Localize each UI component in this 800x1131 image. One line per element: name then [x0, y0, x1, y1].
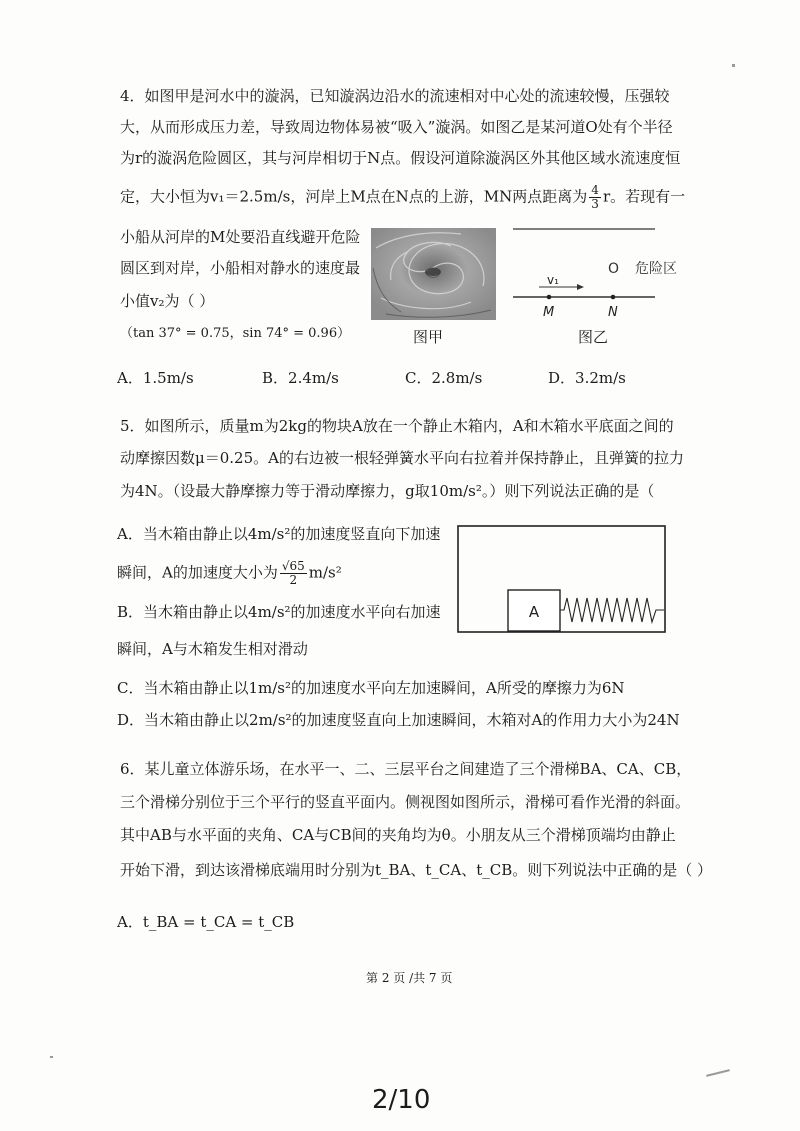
danger-zone-label: 危险区	[635, 261, 677, 277]
block-a-label: A	[528, 603, 540, 621]
q4-line-6: 圆区到对岸，小船相对静水的速度最	[120, 259, 361, 277]
scan-speck	[50, 1056, 53, 1058]
v1-label: v₁	[547, 273, 559, 287]
q4-option-b[interactable]: B．2.4m/s	[262, 369, 339, 387]
q5-option-a-line-2[interactable]	[117, 560, 342, 587]
box-spring-diagram	[456, 524, 670, 636]
q5-option-c[interactable]: C．当木箱由静止以1m/s²的加速度水平向左加速瞬间，A所受的摩擦力为6N	[117, 679, 625, 697]
m-label: M	[543, 305, 555, 320]
river-diagram	[505, 224, 695, 324]
q6-option-a[interactable]: A．t_BA = t_CA = t_CB	[117, 913, 295, 931]
scan-speck	[732, 64, 735, 67]
q4-line-7: 小值v₂为（ ）	[120, 292, 215, 310]
page-number: 第 2 页 /共 7 页	[366, 971, 453, 985]
q5-option-a-line-1[interactable]: A．当木箱由静止以4m/s²的加速度竖直向下加速	[117, 525, 441, 543]
q5-option-b-line-2[interactable]: 瞬间，A与木箱发生相对滑动	[117, 640, 308, 658]
figure-a-caption: 图甲	[413, 328, 444, 346]
q4-fraction	[589, 184, 601, 211]
q5-line-3: 为4N。（设最大静摩擦力等于滑动摩擦力，g取10m/s²。）则下列说法正确的是（	[120, 482, 655, 500]
q4-option-a[interactable]: A．1.5m/s	[117, 369, 194, 387]
q5-option-a-text: 瞬间，A的加速度大小为	[117, 563, 278, 582]
q4-option-d[interactable]: D．3.2m/s	[548, 369, 626, 387]
q5-line-1: 5．如图所示，质量m为2kg的物块A放在一个静止木箱内，A和木箱水平底面之间的	[120, 417, 674, 435]
q5-line-2: 动摩擦因数μ＝0.25。A的右边被一根轻弹簧水平向右拉着并保持静止，且弹簧的拉力	[120, 449, 684, 467]
wooden-box	[458, 526, 665, 632]
q4-line-4-tail: r。若现有一	[602, 187, 686, 206]
q4-line-3: 为r的漩涡危险圆区，其与河岸相切于N点。假设河道除漩涡区外其他区域水流速度恒	[120, 149, 681, 167]
q6-line-3: 其中AB与水平面的夹角、CA与CB间的夹角均为θ。小朋友从三个滑梯顶端均由静止	[120, 826, 676, 844]
spring	[560, 598, 664, 622]
q4-line-8: （tan 37° = 0.75，sin 74° = 0.96）	[120, 326, 351, 341]
scan-mark	[706, 1069, 730, 1077]
q5-fraction-num: √65	[281, 559, 305, 573]
q5-fraction-den: 2	[289, 573, 298, 587]
q5-option-d[interactable]: D．当木箱由静止以2m/s²的加速度竖直向上加速瞬间，木箱对A的作用力大小为24N	[117, 711, 680, 729]
q4-fraction-den: 3	[591, 197, 599, 211]
v1-arrowhead	[577, 284, 584, 290]
q4-line-5: 小船从河岸的M处要沿直线避开危险	[120, 228, 361, 246]
q6-line-4: 开始下滑，到达该滑梯底端用时分别为t_BA、t_CA、t_CB。则下列说法中正确的是（ ）	[120, 861, 713, 879]
q5-option-b-line-1[interactable]: B．当木箱由静止以4m/s²的加速度水平向右加速	[117, 603, 441, 621]
figure-b-caption: 图乙	[578, 328, 609, 346]
point-n	[611, 295, 616, 300]
q4-fraction-num: 4	[591, 183, 599, 197]
vortex-photo	[371, 228, 496, 320]
q4-line-2: 大，从而形成压力差，导致周边物体易被“吸入”漩涡。如图乙是某河道O处有个半径	[120, 118, 673, 136]
q5-option-a-unit: m/s²	[308, 563, 342, 582]
q5-fraction	[280, 560, 307, 587]
q4-line-4-text: 定，大小恒为v₁＝2.5m/s，河岸上M点在N点的上游，MN两点距离为	[120, 187, 588, 206]
q4-line-4	[120, 184, 685, 211]
o-label: O	[608, 261, 620, 277]
q4-line-1: 4．如图甲是河水中的漩涡，已知漩涡边沿水的流速相对中心处的流速较慢，压强较	[120, 87, 670, 105]
point-m	[547, 295, 552, 300]
pdf-page-counter: 2/10	[372, 1085, 431, 1115]
q6-line-1: 6．某儿童立体游乐场，在水平一、二、三层平台之间建造了三个滑梯BA、CA、CB，	[120, 760, 692, 778]
n-label: N	[608, 305, 618, 320]
q6-line-2: 三个滑梯分别位于三个平行的竖直平面内。侧视图如图所示，滑梯可看作光滑的斜面。	[120, 793, 691, 811]
q4-option-c[interactable]: C．2.8m/s	[405, 369, 483, 387]
